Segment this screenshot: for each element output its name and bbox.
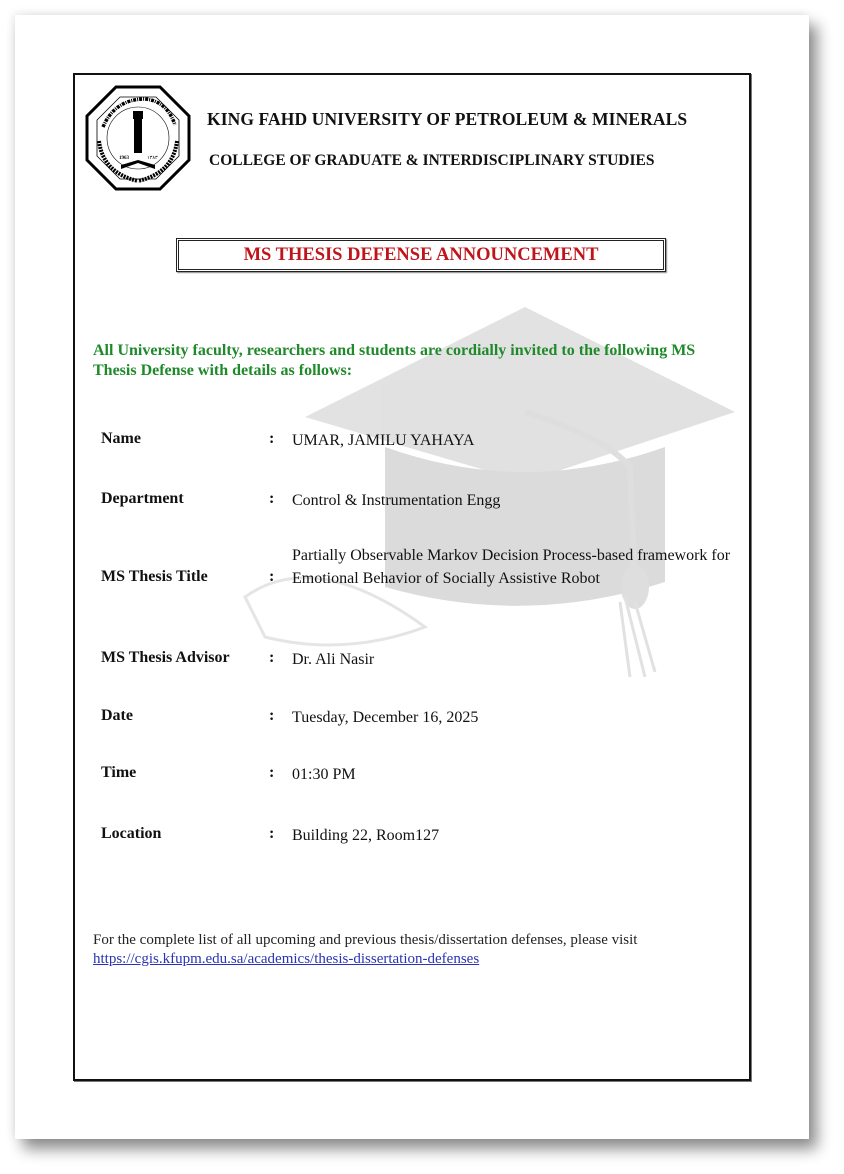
page-border-frame [73, 73, 751, 1081]
detail-label: Date [101, 707, 133, 724]
detail-label: Name [101, 430, 141, 447]
document-page [15, 15, 809, 1139]
detail-value: UMAR, JAMILU YAHAYA [292, 432, 475, 449]
detail-colon: : [269, 707, 275, 724]
detail-colon: : [269, 490, 275, 507]
detail-colon: : [269, 568, 275, 585]
detail-value: Partially Observable Markov Decision Process-based framework for Emotional Behavior of Socially Assistive Robot [292, 547, 731, 587]
detail-colon: : [269, 649, 275, 666]
detail-value: 01:30 PM [292, 766, 356, 783]
university-logo [85, 85, 191, 191]
detail-colon: : [269, 825, 275, 842]
detail-value: Dr. Ali Nasir [292, 651, 375, 668]
detail-label: Time [101, 764, 137, 781]
detail-colon: : [269, 430, 275, 447]
announcement-title: MS THESIS DEFENSE ANNOUNCEMENT [243, 244, 599, 265]
invitation-text: All University faculty, researchers and students are cordially invited to the following MS Thesis Defense with details as follows: [93, 342, 696, 379]
detail-label: Location [101, 825, 162, 842]
detail-label: MS Thesis Advisor [101, 649, 230, 666]
detail-value: Tuesday, December 16, 2025 [292, 709, 479, 726]
detail-value: Building 22, Room127 [292, 827, 440, 844]
defenses-link[interactable]: https://cgis.kfupm.edu.sa/academics/thesis-dissertation-defenses [93, 951, 480, 967]
footer-text: For the complete list of all upcoming and previous thesis/dissertation defenses, please visit [93, 932, 638, 948]
college-name: COLLEGE OF GRADUATE & INTERDISCIPLINARY STUDIES [209, 152, 655, 169]
detail-colon: : [269, 764, 275, 781]
detail-label: Department [101, 490, 184, 507]
footer-note [93, 931, 743, 969]
logo-year-hijri: ١٣٨٣ [147, 156, 158, 161]
announcement-title-box [176, 238, 666, 272]
university-name: KING FAHD UNIVERSITY OF PETROLEUM & MINERALS [207, 109, 688, 129]
detail-value: Control & Instrumentation Engg [292, 492, 501, 509]
detail-label: MS Thesis Title [101, 568, 208, 585]
logo-year: 1963 [119, 156, 129, 161]
